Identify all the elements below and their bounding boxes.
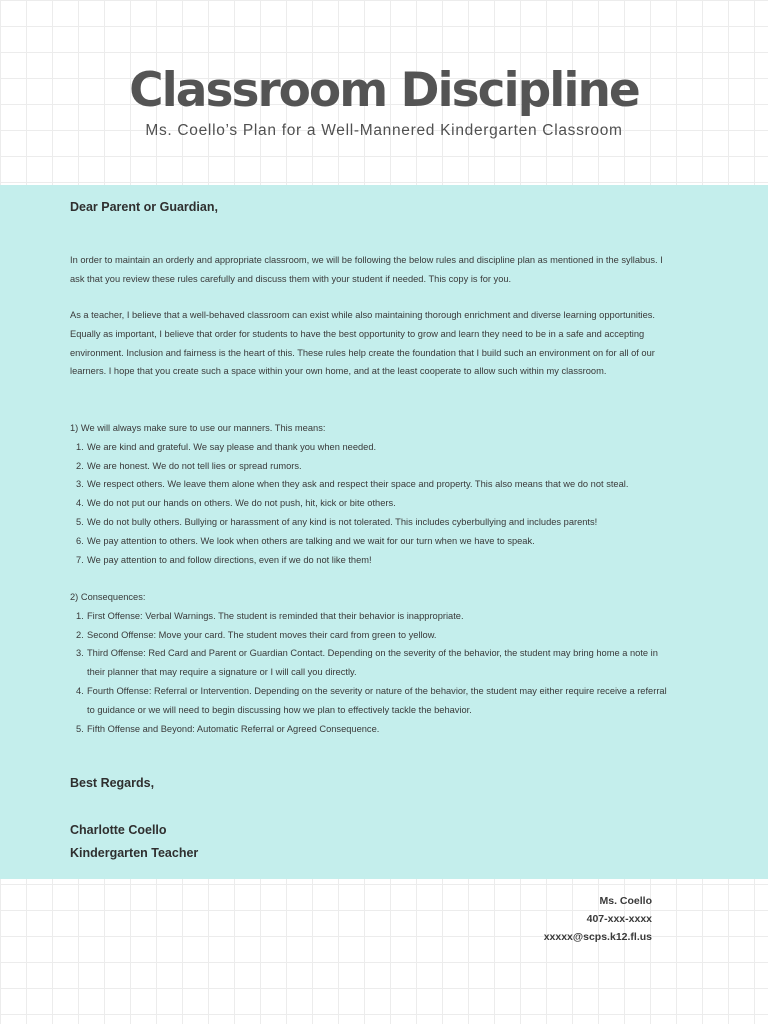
consequences-section <box>70 588 670 738</box>
list-item <box>70 532 670 551</box>
list-text: We are kind and grateful. We say please and thank you when needed. <box>87 441 377 452</box>
list-number: 1. <box>76 441 84 452</box>
list-item <box>70 438 670 457</box>
contact-email: xxxxx@scps.k12.fl.us <box>543 931 652 943</box>
list-item <box>70 513 670 532</box>
list-item <box>70 494 670 513</box>
list-number: 2. <box>76 460 84 471</box>
manners-heading: 1) We will always make sure to use our manners. This means: <box>70 423 326 433</box>
list-text: We do not bully others. Bullying or harassment of any kind is not tolerated. This includes cyberbullying and includes parents! <box>87 516 598 527</box>
list-item <box>70 720 670 739</box>
intro-paragraph: In order to maintain an orderly and appropriate classroom, we will be following the below rules and discipline plan as mentioned in the syllabus. I ask that you review these rules carefully and discuss them with your student if needed. This copy is for you. <box>70 255 663 284</box>
list-number: 4. <box>76 498 84 509</box>
list-text: Fourth Offense: Referral or Intervention. Depending on the severity or nature of the behavior, the student may either require receive a referral to guidance or we will need to begin discussing how we plan to effectively tackle the behavior. <box>87 685 667 715</box>
list-text: Second Offense: Move your card. The student moves their card from green to yellow. <box>87 629 437 640</box>
list-text: Third Offense: Red Card and Parent or Guardian Contact. Depending on the severity of the behavior, the student may bring home a note in their planner that may require a signature or I will call you directly. <box>87 648 658 678</box>
list-text: We respect others. We leave them alone when they ask and respect their space and property. This also means that we do not steal. <box>87 479 629 490</box>
manners-section <box>70 419 670 569</box>
list-number: 3. <box>76 479 84 490</box>
list-number: 5. <box>76 516 84 527</box>
list-text: We do not put our hands on others. We do not push, hit, kick or bite others. <box>87 498 396 509</box>
list-item <box>70 682 670 720</box>
list-text: Fifth Offense and Beyond: Automatic Referral or Agreed Consequence. <box>87 723 380 734</box>
contact-name: Ms. Coello <box>599 895 652 907</box>
list-number: 5. <box>76 723 84 734</box>
manners-list <box>70 438 670 570</box>
list-number: 2. <box>76 629 84 640</box>
list-number: 3. <box>76 648 84 659</box>
list-text: First Offense: Verbal Warnings. The student is reminded that their behavior is inappropriate. <box>87 610 464 621</box>
signature-role: Kindergarten Teacher <box>70 846 199 860</box>
list-number: 1. <box>76 610 84 621</box>
list-item <box>70 475 670 494</box>
list-text: We are honest. We do not tell lies or spread rumors. <box>87 460 302 471</box>
list-item <box>70 551 670 570</box>
list-text: We pay attention to others. We look when others are talking and we wait for our turn when we have to speak. <box>87 535 535 546</box>
philosophy-paragraph: As a teacher, I believe that a well-behaved classroom can exist while also maintaining thorough enrichment and diverse learning opportunities. Equally as important, I believe that order for students to have the best opportunity to grow and learn they need to be in a safe and accepting environment. Inclusion and fairness is the heart of this. These rules help create the foundation that I build such an environment on for all of our learners. I hope that you create such a space within your own home, and at the least cooperate to allow such within my classroom. <box>70 310 656 377</box>
list-item <box>70 644 670 682</box>
letter-greeting: Dear Parent or Guardian, <box>70 200 218 214</box>
list-number: 4. <box>76 685 84 696</box>
consequences-list <box>70 607 670 739</box>
signature-name: Charlotte Coello <box>70 823 167 837</box>
page-title: Classroom Discipline <box>129 63 639 118</box>
contact-phone: 407-xxx-xxxx <box>586 913 652 925</box>
list-text: We pay attention to and follow directions, even if we do not like them! <box>87 554 372 565</box>
list-number: 6. <box>76 535 84 546</box>
consequences-heading: 2) Consequences: <box>70 592 146 602</box>
page-subtitle: Ms. Coello’s Plan for a Well-Mannered Kindergarten Classroom <box>145 122 623 139</box>
list-item <box>70 626 670 645</box>
list-item <box>70 457 670 476</box>
letter-closing: Best Regards, <box>70 776 155 790</box>
list-number: 7. <box>76 554 84 565</box>
list-item <box>70 607 670 626</box>
